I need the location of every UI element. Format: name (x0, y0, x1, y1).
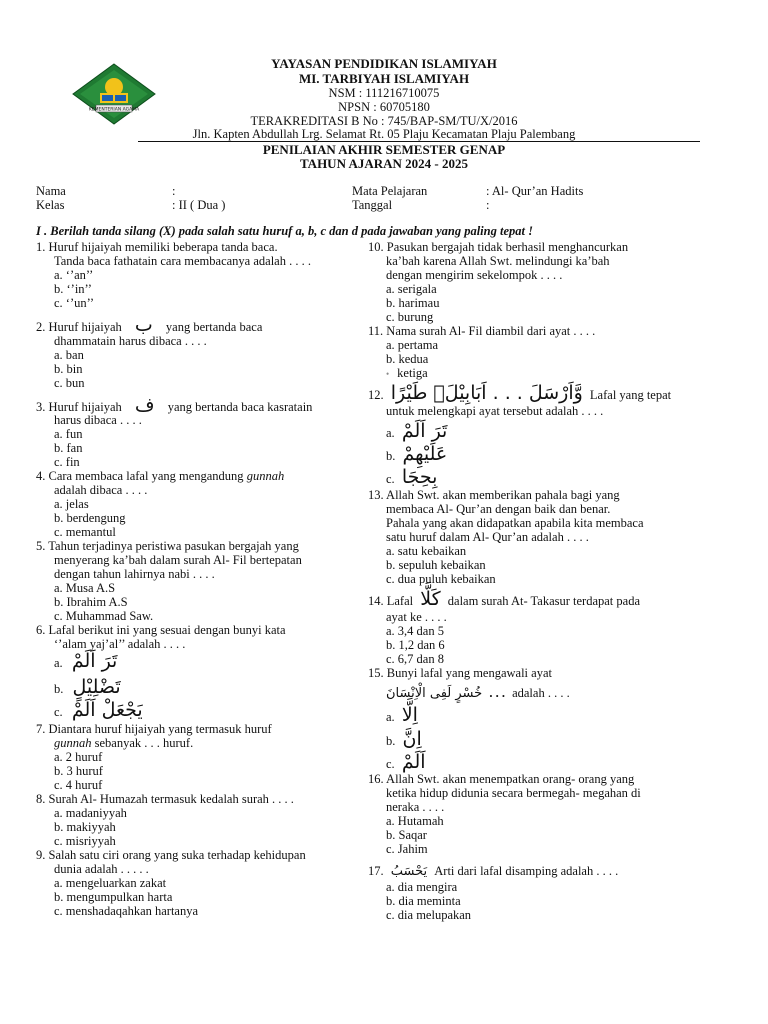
instruction: I . Berilah tanda silang (X) pada salah satu huruf a, b, c dan d pada jawaban yang paling tepat ! (36, 224, 533, 238)
q6-option-c-arabic: يَجْعَلْ اَلَمْ (71, 699, 143, 721)
q9-option-c[interactable]: c. menshadaqahkan hartanya (54, 904, 199, 918)
q5-text: 5. Tahun terjadinya peristiwa pasukan bergajah yang (36, 539, 299, 553)
q14-option-c[interactable]: c. 6,7 dan 8 (386, 652, 444, 666)
q3-arabic: ف (134, 394, 155, 416)
q13-text: 13. Allah Swt. akan memberikan pahala bagi yang (368, 488, 620, 502)
q3-suffix: yang bertanda baca kasratain (167, 400, 313, 414)
q14-prefix: 14. Lafal (368, 594, 414, 608)
q14-option-b[interactable]: b. 1,2 dan 6 (386, 638, 445, 652)
mapel-value: : Al- Qur’an Hadits (486, 184, 584, 198)
q15-text-2 (368, 686, 570, 701)
q16-text-3: neraka . . . . (386, 800, 445, 814)
q12-option-c-letter: c. (386, 472, 395, 486)
q13-text-4: satu huruf dalam Al- Qur’an adalah . . . . (386, 530, 589, 544)
q15-option-a[interactable] (368, 704, 418, 726)
q2-text-2: dhammatain harus dibaca . . . . (54, 334, 207, 348)
q13-text-2: membaca Al- Qur’an dengan baik dan benar. (386, 502, 611, 516)
q6-option-a[interactable] (36, 650, 118, 672)
q6-text-2: ‘’alam yaj’al’’ adalah . . . . (54, 637, 186, 651)
q15-dots: . . . (489, 686, 505, 700)
q16-option-a[interactable]: a. Hutamah (386, 814, 444, 828)
logo-label: KEMENTERIAN AGAMA (88, 107, 140, 113)
q9-option-b[interactable]: b. mengumpulkan harta (54, 890, 173, 904)
q2-arabic: ب (134, 314, 153, 336)
q7-italic: gunnah (54, 736, 92, 750)
q3-option-b[interactable]: b. fan (54, 441, 83, 455)
nsm-line: NSM : 111216710075 (328, 86, 440, 100)
nama-label: Nama (36, 184, 66, 198)
q12-option-c-arabic: بِحِجَا (401, 466, 438, 488)
q1-text-2: Tanda baca fathatain cara membacanya adalah . . . . (54, 254, 311, 268)
q5-option-b[interactable]: b. Ibrahim A.S (54, 595, 128, 609)
q14-text-2: ayat ke . . . . (386, 610, 447, 624)
q15-option-c[interactable] (368, 751, 426, 773)
q7-suffix: sebanyak . . . huruf. (94, 736, 194, 750)
q3-text (36, 394, 313, 416)
q13-option-b[interactable]: b. sepuluh kebaikan (386, 558, 486, 572)
q3-prefix: 3. Huruf hijaiyah (36, 400, 122, 414)
q4-text-2: adalah dibaca . . . . (54, 483, 148, 497)
q13-text-3: Pahala yang akan didapatkan apabila kita membaca (386, 516, 644, 530)
q14-text (368, 588, 640, 610)
q2-option-a[interactable]: a. ban (54, 348, 84, 362)
q12-text-2: untuk melengkapi ayat tersebut adalah . . . . (386, 404, 604, 418)
q5-text-2: menyerang ka’bah dalam surah Al- Fil bertepatan (54, 553, 302, 567)
q7-option-a[interactable]: a. 2 huruf (54, 750, 103, 764)
q17-option-a[interactable]: a. dia mengira (386, 880, 458, 894)
q12-option-a-letter: a. (386, 426, 395, 440)
q3-text-2: harus dibaca . . . . (54, 413, 142, 427)
q4-option-a[interactable]: a. jelas (54, 497, 89, 511)
q2-text (36, 314, 263, 336)
q6-option-b-letter: b. (54, 682, 64, 696)
kelas-value: : II ( Dua ) (172, 198, 226, 212)
q4-option-b[interactable]: b. berdengung (54, 511, 126, 525)
nama-colon: : (172, 184, 176, 198)
q9-text-2: dunia adalah . . . . . (54, 862, 149, 876)
q15-arabic: خُسْرٍ لَفِى الْاِنْسَانَ (386, 686, 483, 701)
q15-option-a-letter: a. (386, 710, 395, 724)
q10-option-a[interactable]: a. serigala (386, 282, 437, 296)
q17-arabic: يَحْسَبُ (390, 864, 428, 879)
q17-option-c[interactable]: c. dia melupakan (386, 908, 472, 922)
q15-option-c-arabic: اَلَمْ (401, 751, 426, 773)
tanggal-colon: : (486, 198, 490, 212)
q12-arabic: وَّاَرْسَلَ . . . اَبَابِيْلَۙ طَيْرًا (390, 382, 583, 404)
q9-option-a[interactable]: a. mengeluarkan zakat (54, 876, 167, 890)
q9-text: 9. Salah satu ciri orang yang suka terhadap kehidupan (36, 848, 306, 862)
q1-option-b[interactable]: b. ‘’in’’ (54, 282, 92, 296)
q6-option-b[interactable] (36, 676, 121, 698)
tanggal-label: Tanggal (352, 198, 393, 212)
q8-option-c[interactable]: c. misriyyah (54, 834, 116, 848)
mapel-label: Mata Pelajaran (352, 184, 428, 198)
q12-number: 12. (368, 388, 384, 402)
npsn-line: NPSN : 60705180 (338, 100, 430, 114)
q17-text (368, 864, 618, 879)
q16-text-2: ketika hidup didunia secara bermegah- megahan di (386, 786, 641, 800)
q6-option-b-arabic: تَضْلِيْلٍ (72, 676, 121, 698)
q8-option-a[interactable]: a. madaniyyah (54, 806, 127, 820)
q2-prefix: 2. Huruf hijaiyah (36, 320, 122, 334)
kelas-label: Kelas (36, 198, 65, 212)
q15-suffix: adalah . . . . (512, 686, 570, 700)
q13-option-c[interactable]: c. dua puluh kebaikan (386, 572, 496, 586)
q12-option-a-arabic: تَرَ اَلَمْ (401, 420, 448, 442)
q7-text-2 (36, 736, 193, 750)
q12-option-b-letter: b. (386, 449, 396, 463)
q16-option-b[interactable]: b. Saqar (386, 828, 427, 842)
q8-text: 8. Surah Al- Humazah termasuk kedalah surah . . . . (36, 792, 294, 806)
q16-text: 16. Allah Swt. akan menempatkan orang- orang yang (368, 772, 635, 786)
accreditation-line: TERAKREDITASI B No : 745/BAP-SM/TU/X/2016 (250, 114, 518, 128)
q7-option-c[interactable]: c. 4 huruf (54, 778, 103, 792)
q1-option-c[interactable]: c. ‘’un’’ (54, 296, 95, 310)
q3-option-a[interactable]: a. fun (54, 427, 83, 441)
q11-option-c-text: ketiga (397, 366, 428, 380)
q2-option-c[interactable]: c. bun (54, 376, 85, 390)
foundation-name: YAYASAN PENDIDIKAN ISLAMIYAH (271, 56, 497, 71)
q14-option-a[interactable]: a. 3,4 dan 5 (386, 624, 444, 638)
q15-option-b[interactable] (368, 728, 422, 750)
q4-text (36, 469, 284, 483)
q10-text-3: dengan mengirim sekelompok . . . . (386, 268, 563, 282)
q1-option-a[interactable]: a. ‘’an’’ (54, 268, 94, 282)
q5-option-a[interactable]: a. Musa A.S (54, 581, 116, 595)
q15-option-a-arabic: اِلَّا (401, 704, 418, 726)
q4-prefix: 4. Cara membaca lafal yang mengandung (36, 469, 244, 483)
q6-option-a-arabic: تَرَ اَلَمْ (71, 650, 118, 672)
q11-option-c[interactable]: • ketiga (386, 366, 428, 380)
exam-title: PENILAIAN AKHIR SEMESTER GENAP (262, 142, 506, 157)
q6-option-c-letter: c. (54, 705, 63, 719)
q15-option-c-letter: c. (386, 757, 395, 771)
q15-text: 15. Bunyi lafal yang mengawali ayat (368, 666, 552, 680)
q7-option-b[interactable]: b. 3 huruf (54, 764, 103, 778)
q15-option-b-arabic: اِنَّ (402, 728, 422, 750)
q16-option-c[interactable]: c. Jahim (386, 842, 428, 856)
school-name: MI. TARBIYAH ISLAMIYAH (298, 71, 470, 86)
q5-text-3: dengan tahun lahirnya nabi . . . . (54, 567, 215, 581)
q17-number: 17. (368, 864, 384, 878)
q12-option-a[interactable] (368, 420, 448, 442)
q10-option-b[interactable]: b. harimau (386, 296, 440, 310)
q5-option-c[interactable]: c. Muhammad Saw. (54, 609, 154, 623)
q10-text-2: ka’bah karena Allah Swt. melindungi ka’bah (386, 254, 610, 268)
q12-option-b[interactable] (368, 443, 448, 465)
q3-option-c[interactable]: c. fin (54, 455, 80, 469)
q17-suffix: Arti dari lafal disamping adalah . . . . (434, 864, 619, 878)
q12-suffix: Lafal yang tepat (589, 388, 672, 402)
q8-option-b[interactable]: b. makiyyah (54, 820, 116, 834)
q1-text: 1. Huruf hijaiyah memiliki beberapa tanda baca. (36, 240, 278, 254)
q14-arabic: كَلَّا (420, 588, 441, 610)
q4-italic: gunnah (246, 469, 285, 483)
academic-year: TAHUN AJARAN 2024 - 2025 (299, 156, 469, 171)
q2-suffix: yang bertanda baca (165, 320, 263, 334)
q2-option-b[interactable]: b. bin (54, 362, 83, 376)
q10-option-c[interactable]: c. burung (386, 310, 434, 324)
q6-option-c[interactable] (36, 699, 143, 721)
q13-option-a[interactable]: a. satu kebaikan (386, 544, 467, 558)
q6-option-a-letter: a. (54, 656, 63, 670)
q12-option-b-arabic: عَلَيْهِمْ (402, 443, 448, 465)
q17-option-b[interactable]: b. dia meminta (386, 894, 461, 908)
q12-text (368, 382, 672, 404)
q10-text: 10. Pasukan bergajah tidak berhasil menghancurkan (368, 240, 629, 254)
q11-option-b[interactable]: b. kedua (386, 352, 429, 366)
q4-option-c[interactable]: c. memantul (54, 525, 116, 539)
q11-option-a[interactable]: a. pertama (386, 338, 439, 352)
school-address: Jln. Kapten Abdullah Lrg. Selamat Rt. 05 Plaju Kecamatan Plaju Palembang (192, 127, 576, 141)
q14-suffix: dalam surah At- Takasur terdapat pada (447, 594, 640, 608)
q15-option-b-letter: b. (386, 734, 396, 748)
q11-text: 11. Nama surah Al- Fil diambil dari ayat . . . . (368, 324, 596, 338)
q6-text: 6. Lafal berikut ini yang sesuai dengan bunyi kata (36, 623, 286, 637)
q7-text: 7. Diantara huruf hijaiyah yang termasuk huruf (36, 722, 272, 736)
q12-option-c[interactable] (368, 466, 438, 488)
